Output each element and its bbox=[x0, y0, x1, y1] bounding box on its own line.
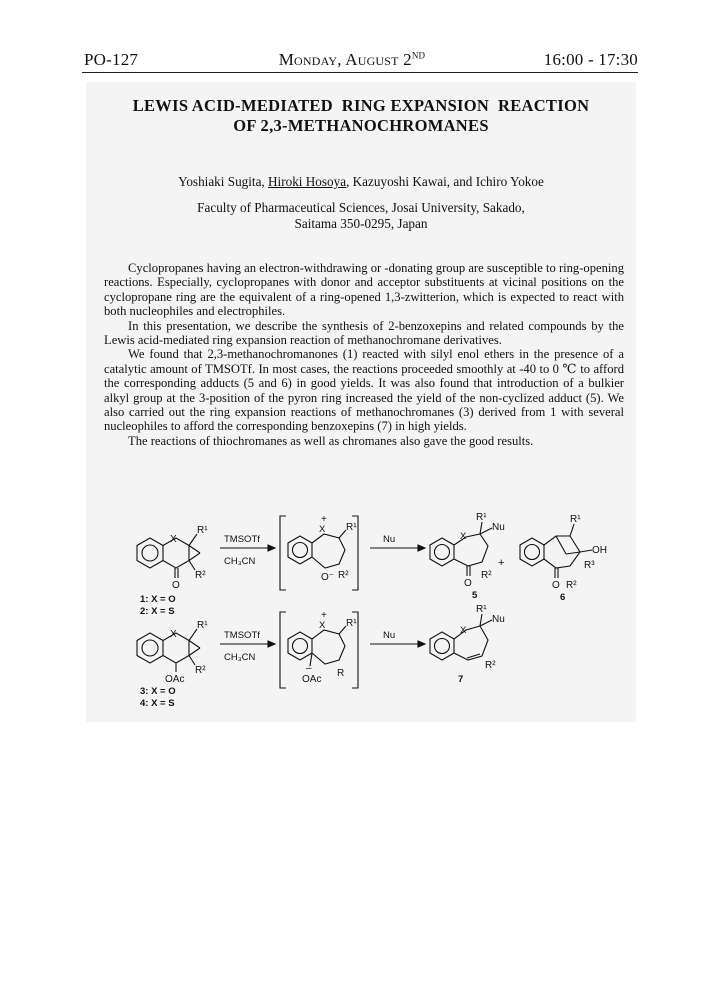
affiliation-line-2: Saitama 350-0295, Japan bbox=[294, 216, 428, 231]
label-compound-5: 5 bbox=[472, 590, 478, 601]
carbonyl-o-6: O bbox=[552, 580, 560, 591]
label-compound-6: 6 bbox=[560, 592, 566, 603]
atom-x-5: X bbox=[460, 531, 467, 542]
abstract-paragraph-4: The reactions of thiochromanes as well as chromanes also gave the good results. bbox=[128, 433, 534, 448]
acetate-int2: OAc bbox=[302, 674, 322, 685]
r2-1: R² bbox=[195, 570, 206, 581]
r1-int1: R¹ bbox=[346, 522, 357, 533]
bracket-left-1 bbox=[280, 516, 286, 590]
atom-x-7: X bbox=[460, 625, 467, 636]
r2-6: R² bbox=[566, 580, 577, 591]
acetoxy-3: OAc bbox=[165, 674, 185, 685]
reaction-scheme bbox=[120, 508, 620, 708]
presenting-author: Hiroki Hosoya bbox=[268, 174, 347, 189]
reagent-lewis-acid-2: TMSOTf bbox=[224, 630, 260, 641]
label-compound-4: 4: X = S bbox=[140, 698, 175, 708]
enolate-o-1: O⁻ bbox=[321, 572, 335, 583]
r-int2: R bbox=[337, 668, 345, 679]
plus-sign: + bbox=[498, 557, 505, 569]
cation-plus-1: + bbox=[321, 514, 327, 525]
label-compound-3: 3: X = O bbox=[140, 686, 176, 697]
reagent-solvent-2: CH₃CN bbox=[224, 652, 256, 663]
other-authors: , Kazuyoshi Kawai, and Ichiro Yokoe bbox=[346, 174, 544, 189]
affiliation-line-1: Faculty of Pharmaceutical Sciences, Josai University, Sakado, bbox=[197, 200, 525, 215]
reagent-nucleophile-1: Nu bbox=[383, 534, 396, 545]
r1-1: R¹ bbox=[197, 525, 208, 536]
atom-x-int2: X bbox=[319, 620, 326, 631]
title-line-1: LEWIS ACID-MEDIATED RING EXPANSION REACTION bbox=[132, 96, 590, 115]
session-time: 16:00 - 17:30 bbox=[543, 50, 638, 69]
arrow-head-1 bbox=[268, 545, 275, 551]
reagent-nucleophile-2: Nu bbox=[383, 630, 396, 641]
structure-cation-2 bbox=[288, 626, 346, 666]
cation-plus-2: + bbox=[321, 610, 327, 621]
r1-3: R¹ bbox=[197, 620, 208, 631]
arrow-head-2 bbox=[418, 545, 425, 551]
label-compound-7: 7 bbox=[458, 674, 464, 685]
session-day-sup: ND bbox=[411, 50, 426, 61]
affiliation bbox=[86, 200, 636, 232]
r1-int2: R¹ bbox=[346, 618, 357, 629]
r2-3: R² bbox=[195, 665, 206, 676]
structure-chromanone bbox=[137, 534, 200, 578]
reagent-solvent-1: CH₃CN bbox=[224, 556, 256, 567]
arrow-head-4 bbox=[418, 641, 425, 647]
author-list bbox=[86, 174, 636, 190]
session-code: PO-127 bbox=[84, 50, 139, 69]
structure-zwitterion-1 bbox=[288, 530, 346, 568]
r1-5: R¹ bbox=[476, 512, 487, 523]
atom-x-1: X bbox=[170, 534, 177, 545]
abstract-body bbox=[104, 261, 624, 448]
label-compound-1: 1: X = O bbox=[140, 594, 176, 605]
abstract-paragraph-2: In this presentation, we describe the synthesis of 2-benzoxepins and related compounds by the Lewis acid-mediated ring expansion reaction of methanochromane derivatives. bbox=[104, 318, 624, 348]
bracket-left-2 bbox=[280, 612, 286, 688]
hydroxyl-6: OH bbox=[592, 545, 607, 556]
header-rule bbox=[82, 72, 638, 73]
r1-6: R¹ bbox=[570, 514, 581, 525]
paper-title bbox=[86, 96, 636, 136]
carbonyl-o-5: O bbox=[464, 578, 472, 589]
r2-int1: R² bbox=[338, 570, 349, 581]
title-line-2: OF 2,3-METHANOCHROMANES bbox=[233, 116, 489, 135]
author-1: Yoshiaki Sugita, bbox=[178, 174, 269, 189]
r2-5: R² bbox=[481, 570, 492, 581]
reagent-lewis-acid-1: TMSOTf bbox=[224, 534, 260, 545]
r2-7: R² bbox=[485, 660, 496, 671]
nucleophile-5: Nu bbox=[492, 522, 505, 533]
structure-benzoxepin-7 bbox=[430, 614, 492, 660]
structure-methanochromane bbox=[137, 629, 200, 672]
atom-x-3: X bbox=[170, 629, 177, 640]
arrow-head-3 bbox=[268, 641, 275, 647]
r3-6: R³ bbox=[584, 560, 595, 571]
session-day-text: Monday, August 2 bbox=[278, 50, 412, 69]
structure-cyclized-6 bbox=[520, 524, 592, 578]
nucleophile-7: Nu bbox=[492, 614, 505, 625]
abstract-paragraph-3: We found that 2,3-methanochromanones (1) reacted with silyl enol ethers in the presence of a catalytic amount of TMSOTf. In most cases, the reactions proceeded smoothly at -40 to 0 ℃ to afford the corresponding adducts (5 and 6) in good yields. It was also found that introduction of a bulkier alkyl group at the 3-position of the pyron ring increased the yield of the non-cyclized adduct (5). We also carried out the ring expansion reactions of methanochromanes (3) derived from 1 with several nucleophiles to afford the corresponding benzoxepins (7) in high yields. bbox=[104, 347, 624, 434]
acetate-minus: – bbox=[306, 663, 312, 674]
carbonyl-o-1: O bbox=[172, 580, 180, 591]
label-compound-2: 2: X = S bbox=[140, 606, 175, 617]
r1-7: R¹ bbox=[476, 604, 487, 615]
atom-x-int1: X bbox=[319, 524, 326, 535]
abstract-paragraph-1: Cyclopropanes having an electron-withdrawing or -donating group are susceptible to ring-opening reactions. Especially, cyclopropanes with donor and acceptor substituents at vicinal positions on the cyclopropane ring are the equivalent of a ring-opened 1,3-zwitterion, which is expected to react with both nucleophiles and electrophiles. bbox=[104, 261, 624, 319]
